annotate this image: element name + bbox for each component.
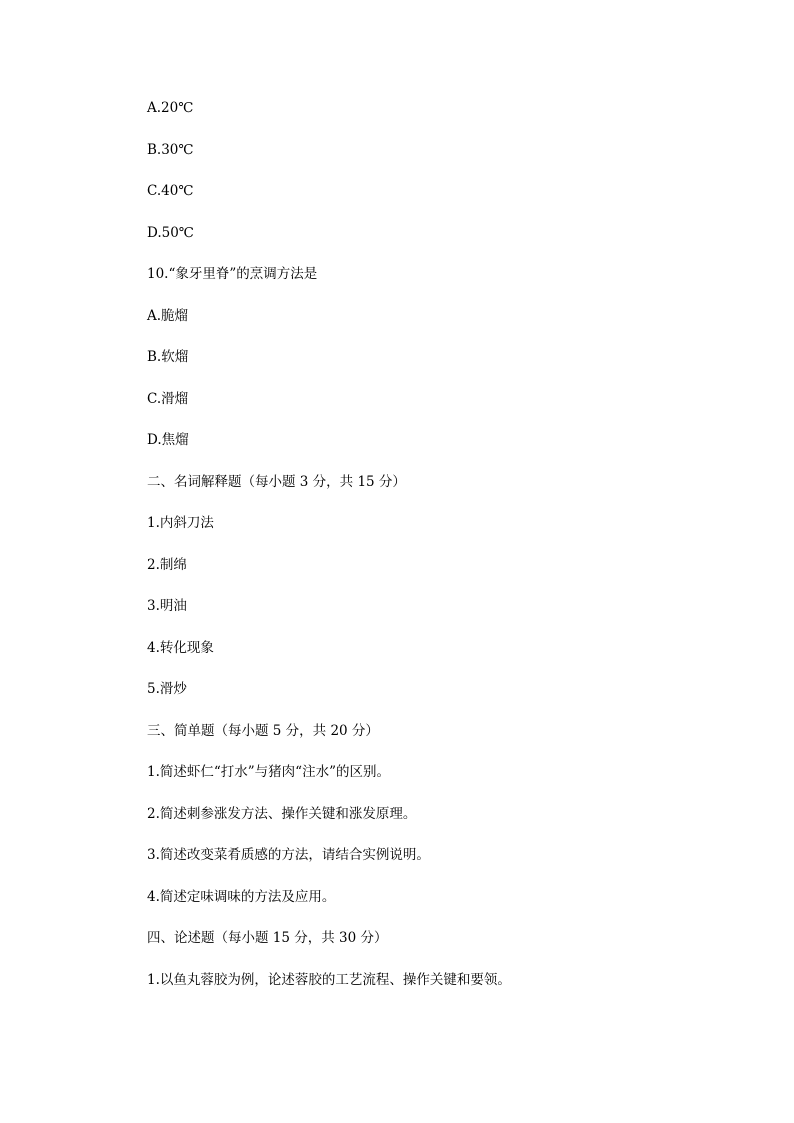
term-item: 5.滑炒 — [147, 681, 187, 697]
section-heading-terms: 二、名词解释题（每小题 3 分，共 15 分） — [147, 474, 406, 490]
short-answer-item: 1.简述虾仁“打水”与猪肉“注水”的区别。 — [147, 764, 390, 780]
short-answer-item: 4.简述定味调味的方法及应用。 — [147, 889, 336, 905]
short-answer-item: 3.简述改变菜肴质感的方法，请结合实例说明。 — [147, 847, 430, 863]
term-item: 1.内斜刀法 — [147, 515, 214, 531]
term-item: 2.制绵 — [147, 557, 187, 573]
option-a: A.20℃ — [147, 100, 194, 116]
option-d: D.焦熘 — [147, 432, 189, 448]
section-heading-short-answer: 三、简单题（每小题 5 分，共 20 分） — [147, 723, 379, 739]
option-b: B.软熘 — [147, 349, 189, 365]
option-c: C.滑熘 — [147, 391, 189, 407]
essay-item: 1.以鱼丸蓉胶为例，论述蓉胶的工艺流程、操作关键和要领。 — [147, 972, 511, 988]
option-a: A.脆熘 — [147, 308, 189, 324]
section-heading-essay: 四、论述题（每小题 15 分，共 30 分） — [147, 930, 388, 946]
question-10-stem: 10.“象牙里脊”的烹调方法是 — [147, 266, 318, 282]
short-answer-item: 2.简述刺参涨发方法、操作关键和涨发原理。 — [147, 806, 417, 822]
option-c: C.40℃ — [147, 183, 194, 199]
option-b: B.30℃ — [147, 142, 194, 158]
term-item: 4.转化现象 — [147, 640, 214, 656]
option-d: D.50℃ — [147, 225, 194, 241]
term-item: 3.明油 — [147, 598, 187, 614]
